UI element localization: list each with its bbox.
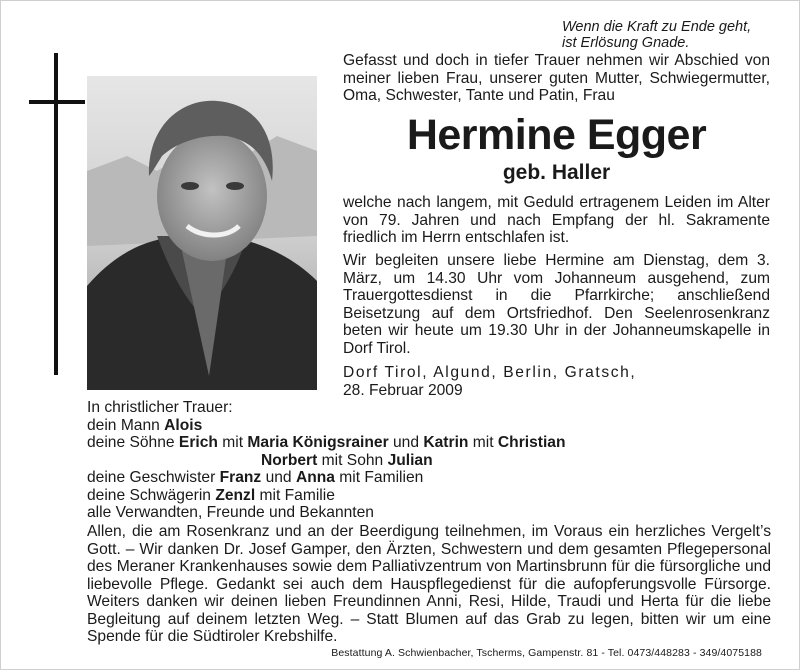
mourners-list (87, 399, 687, 522)
siblings-prefix: deine Geschwister (87, 469, 216, 486)
husband-name: Alois (164, 416, 203, 434)
mourner-husband (87, 417, 687, 435)
with-2: mit (472, 434, 494, 451)
death-text: welche nach langem, mit Geduld ertragenem Leiden im Alter von 79. Jahren und nach Empfang der hl. Sakramente friedlich im Herrn entschlafen ist. (343, 194, 770, 246)
sisterinlaw-suffix: mit Familie (259, 486, 335, 504)
quote-line-1: Wenn die Kraft zu Ende geht, (562, 19, 752, 35)
partner2-name: Katrin (423, 434, 469, 451)
sisterinlaw-prefix: deine Schwägerin (87, 486, 211, 504)
mourner-others: alle Verwandten, Freunde und Bekannten (87, 504, 374, 521)
son2-name: Norbert (261, 451, 318, 469)
sisterinlaw-name: Zenzl (215, 486, 256, 504)
sons-prefix: deine Söhne (87, 434, 175, 451)
deceased-name: Hermine Egger (406, 111, 707, 159)
with-1: mit (222, 434, 244, 451)
epigraph-quote (562, 19, 762, 51)
mourner-son2 (87, 452, 687, 470)
grandson-name: Julian (387, 451, 433, 469)
funeral-text: Wir begleiten unsere liebe Hermine am Dienstag, dem 3. März, um 14.30 Uhr vom Johanneum ausgehend, zum Trauergottesdienst in die Pfarrkirche; anschließend Beisetzung auf dem Ortsfriedhof. Den Seelenrosenkranz beten wir heute um 19.30 Uhr in der Johanneumskapelle in Dorf Tirol. (343, 252, 770, 357)
maiden-name: geb. Haller (502, 161, 611, 184)
date: 28. Februar 2009 (343, 381, 463, 399)
and-text: und (393, 434, 420, 451)
mourners-heading: In christlicher Trauer: (87, 399, 233, 416)
sibling2-name: Anna (295, 469, 335, 486)
partner1-name: Maria Königsrainer (247, 434, 389, 451)
intro-text: Gefasst und doch in tiefer Trauer nehmen wir Abschied von meiner lieben Frau, unserer guten Mutter, Schwiegermutter, Oma, Schwester, Tante und Patin, Frau (343, 52, 770, 104)
siblings-suffix: mit Familien (339, 469, 424, 486)
places: Dorf Tirol, Algund, Berlin, Gratsch, (343, 364, 637, 381)
quote-line-2: ist Erlösung Gnade. (562, 35, 690, 51)
portrait-photo (87, 76, 317, 390)
mourner-siblings (87, 469, 687, 487)
son1-name: Erich (178, 434, 218, 451)
place-date (343, 364, 770, 399)
funeral-home-footer: Bestattung A. Schwienbacher, Tscherms, Gampenstr. 81 - Tel. 0473/448283 - 349/4075188 (331, 647, 762, 659)
mourner-sons (87, 434, 687, 452)
partner3-name: Christian (497, 434, 566, 451)
son2-suffix: mit Sohn (321, 451, 384, 469)
thanks-text: Allen, die am Rosenkranz und an der Beerdigung teilnehmen, im Voraus ein herzliches Vergelt’s Gott. – Wir danken Dr. Josef Gamper, den Ärzten, Schwestern und dem gesamten Pflegepersonal des Meraner Krankenhauses sowie dem Palliativzentrum von Martinsbrunn für die fürsorgliche und liebevolle Pflege. Gedankt sei auch dem Hauspflegedienst für die aufopferungsvolle Fürsorge. Weiters danken wir deinen lieben Freundinnen Anni, Resi, Hilde, Traudi und Herta für die liebe Begleitung auf deinem letzten Weg. – Statt Blumen auf das Grab zu legen, bitten wir um eine Spende für die Südtiroler Krebshilfe. (87, 523, 771, 645)
husband-prefix: dein Mann (87, 416, 160, 434)
sibling1-name: Franz (219, 469, 262, 486)
mourner-sisterinlaw (87, 487, 687, 505)
cross-horizontal-bar (29, 100, 85, 104)
siblings-and: und (265, 469, 292, 486)
